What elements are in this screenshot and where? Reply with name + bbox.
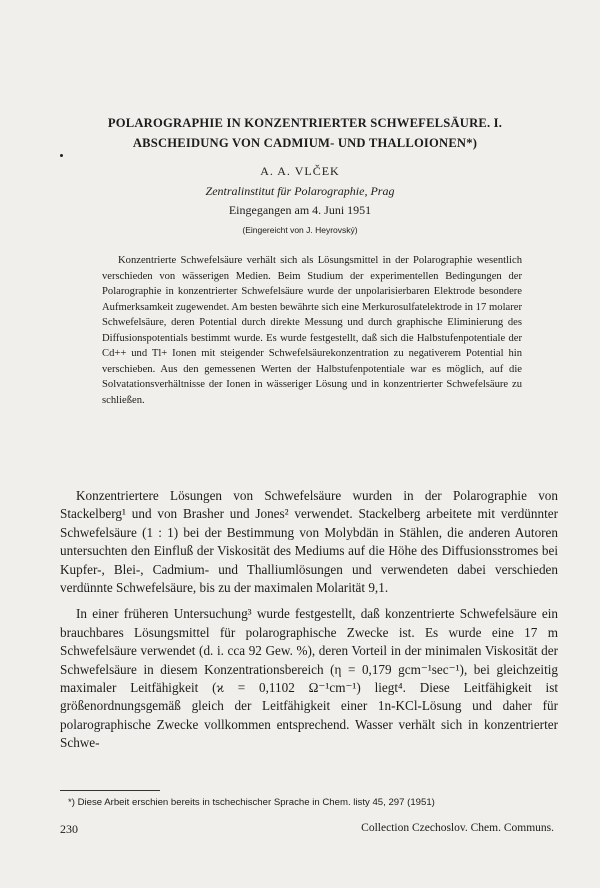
body-text: [60, 487, 558, 761]
article-title: [60, 113, 550, 153]
received-date: Eingegangen am 4. Juni 1951: [228, 203, 372, 217]
paragraph-1: Konzentriertere Lösungen von Schwefelsäure wurden in der Polarographie von Stackelberg¹ und von Brasher und Jones² verwendet. Stackelberg arbeitete mit verdünnter Schwefelsäure (1 : 1) bei der Bestimmung von Molybdän in Stählen, die anderen Autoren untersuchten den Einfluß der Viskosität des Mediums auf die Höhe des Diffusionsstromes bei Kupfer-, Blei-, Cadmium- und Thalliumlösungen und verwendeten dabei verschieden verdünnte Schwefelsäure, bis zu der maximalen Molarität 9,1.: [60, 488, 558, 596]
abstract: Konzentrierte Schwefelsäure verhält sich als Lösungsmittel in der Polarographie wesentlich verschieden von wässerigen Medien. Beim Studium der experimentellen Bedingungen der Polarographie in konzentrierter Schwefelsäure wurde der unpolarisierbaren Elektrode besondere Aufmerksamkeit zugewendet. Am besten bewährte sich eine Merkurosulfatelektrode in 17 molarer Schwefelsäure, deren Potential durch direkte Messung und durch graphische Eliminierung des Diffusionspotentials bestimmt wurde. Es wurde festgestellt, daß sich die Halbstufenpotentiale der Cd++ und Tl+ Ionen mit steigender Schwefelsäurekonzentration zu negativerem Potential hin verschieben. Aus den gemessenen Werten der Halbstufenpotentiale war es möglich, auf die Solvatationsverhältnisse der Ionen in wässeriger Lösung und in konzentrierter Schwefelsäure zu schließen.: [102, 255, 522, 406]
footnote: *) Diese Arbeit erschien bereits in tschechischer Sprache in Chem. listy 45, 297 (1951): [68, 797, 435, 808]
footnote-rule: [60, 790, 160, 791]
journal-name: Collection Czechoslov. Chem. Communs.: [361, 822, 554, 834]
title-line-2: ABSCHEIDUNG VON CADMIUM- UND THALLOIONEN*): [132, 136, 478, 150]
affiliation: Zentralinstitut für Polarographie, Prag: [205, 184, 395, 198]
page-number: 230: [60, 822, 78, 836]
paragraph-2: In einer früheren Untersuchung³ wurde festgestellt, daß konzentrierte Schwefelsäure ein brauchbares Lösungsmittel für polarographische Zwecke ist. Es wurde eine 17 m Schwefelsäure verwendet (d. i. cca 92 Gew. %), deren Vorteil in der minimalen Viskosität der Schwefelsäure in diesem Konzentrationsbereich (η = 0,179 gcm⁻¹sec⁻¹), bei gleichzeitig maximaler Leitfähigkeit (ϰ = 0,1102 Ω⁻¹cm⁻¹) liegt⁴. Diese Leitfähigkeit ist größenordnungsgemäß gleich der Leitfähigkeit einer 1n-KCl-Lösung und daher für polarographische Zwecke vollkommen entsprechend. Wasser verhält sich in konzentrierter Schwe-: [60, 606, 558, 751]
title-line-1: POLAROGRAPHIE IN KONZENTRIERTER SCHWEFELSÄURE. I.: [107, 116, 503, 130]
speck: [60, 154, 63, 157]
submitted-by: (Eingereicht von J. Heyrovský): [242, 225, 358, 235]
author: A. A. VLČEK: [260, 164, 340, 178]
